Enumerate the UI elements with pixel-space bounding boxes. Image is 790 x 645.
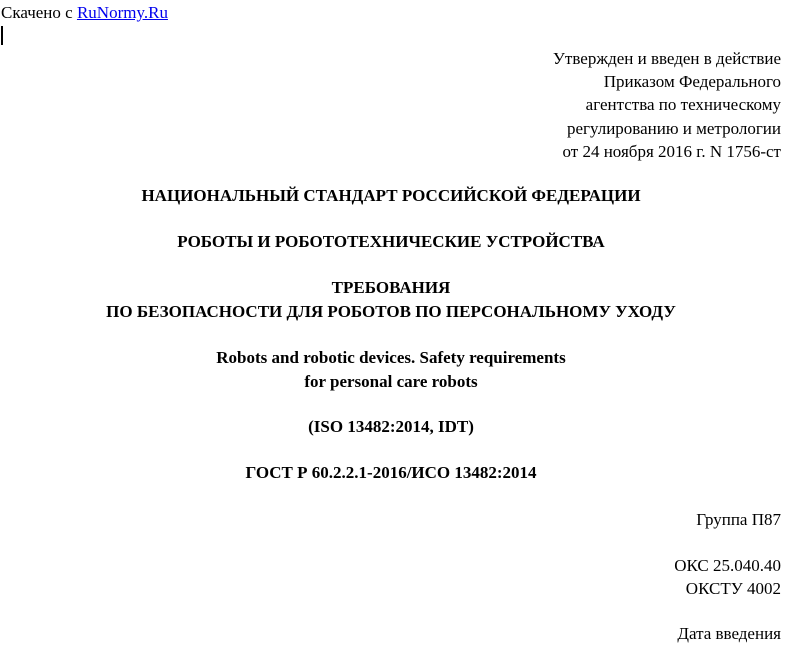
approval-line: Приказом Федерального [603,72,781,92]
iso-reference: (ISO 13482:2014, IDT) [308,417,474,436]
source-prefix: Скачено с [1,3,77,22]
intro-date-label: Дата введения [677,624,781,643]
english-title-line: for personal care robots [304,371,478,391]
requirements-title-line: ПО БЕЗОПАСНОСТИ ДЛЯ РОБОТОВ ПО ПЕРСОНАЛЬНОМУ УХОДУ [106,301,676,321]
okstu-code: ОКСТУ 4002 [685,579,781,598]
source-link[interactable]: RuNormy.Ru [76,3,168,22]
gost-designation: ГОСТ Р 60.2.2.1-2016/ИСО 13482:2014 [245,463,537,482]
requirements-title [0,276,782,323]
source-line [1,3,168,23]
requirements-title-line: ТРЕБОВАНИЯ [331,278,451,297]
approval-block [553,47,781,163]
text-cursor [1,26,3,45]
classification-codes [674,554,781,600]
oks-code: ОКС 25.040.40 [674,556,781,575]
approval-line: от 24 ноября 2016 г. N 1756-ст [562,141,781,161]
national-standard-title: НАЦИОНАЛЬНЫЙ СТАНДАРТ РОССИЙСКОЙ ФЕДЕРАЦИИ [141,186,641,205]
standard-subject: РОБОТЫ И РОБОТОТЕХНИЧЕСКИЕ УСТРОЙСТВА [177,232,605,251]
approval-line: регулированию и метрологии [566,118,781,138]
approval-line: агентства по техническому [585,95,781,115]
english-title [0,346,782,393]
group-code: Группа П87 [696,510,781,529]
approval-line: Утвержден и введен в действие [552,49,781,68]
english-title-line: Robots and robotic devices. Safety requirements [216,348,566,367]
